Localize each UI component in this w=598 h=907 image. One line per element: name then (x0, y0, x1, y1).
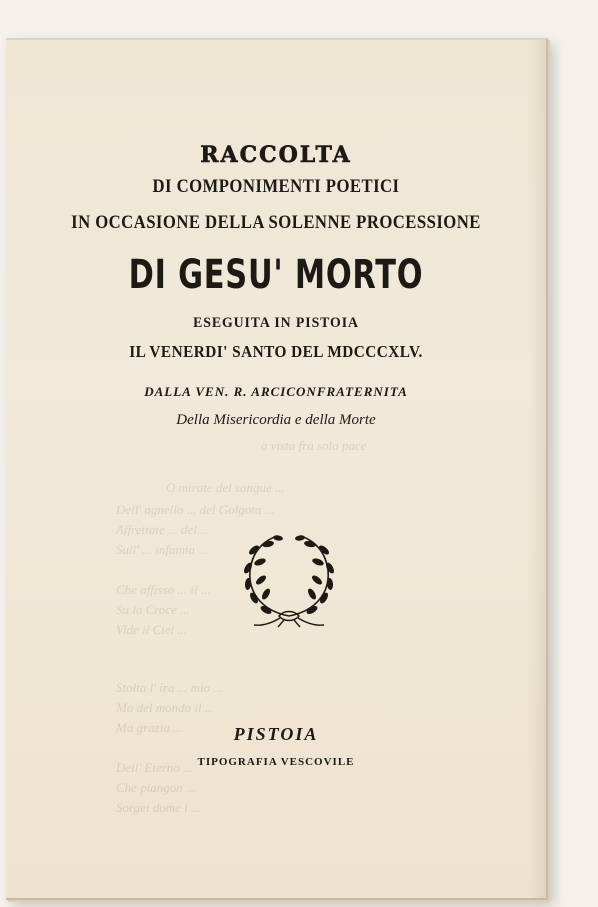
show-through-text: Dell' agnello ... del Golgota ... (116, 502, 275, 517)
show-through-text: Stolta l' ira ... mio ... (116, 680, 224, 695)
subtitle-occasione: IN OCCASIONE DELLA SOLENNE PROCESSIONE (71, 212, 481, 233)
confraternity-line: DALLA VEN. R. ARCICONFRATERNITA (144, 384, 408, 399)
show-through-text: Su la Croce ... (116, 602, 190, 617)
show-through-text: Affrettate ... del ... (116, 522, 210, 537)
imprint-city: PISTOIA (233, 724, 319, 744)
show-through-text: Ma del mondo il ... (116, 700, 215, 715)
laurel-wreath-icon (234, 528, 344, 628)
show-through-text: Sorgei dome i ... (116, 800, 201, 815)
confraternity-name: Della Misericordia e della Morte (176, 412, 376, 428)
show-through-text: Ma grazia ... (116, 720, 183, 735)
show-through-text: Dell' Eterno ... (116, 760, 193, 775)
subtitle-eseguita: ESEGUITA IN PISTOIA (193, 315, 359, 331)
imprint-printer: TIPOGRAFIA VESCOVILE (197, 756, 355, 768)
title-raccolta: RACCOLTA (200, 142, 352, 168)
show-through-text: O mirate del sangue ... (166, 480, 285, 495)
main-title: DI GESU' MORTO (128, 252, 424, 298)
subtitle-date: IL VENERDI' SANTO DEL MDCCCXLV. (129, 342, 423, 361)
show-through-text: Vide il Ciel ... (116, 622, 188, 637)
title-page (6, 38, 548, 900)
show-through-text: Che piangon ... (116, 780, 196, 795)
subtitle-componimenti: DI COMPONIMENTI POETICI (152, 176, 400, 197)
show-through-text: Sull' ... infamia ... (116, 542, 208, 557)
show-through-text: a vista fra sola pace (261, 438, 367, 453)
show-through-text: Che affisso ... il ... (116, 582, 211, 597)
